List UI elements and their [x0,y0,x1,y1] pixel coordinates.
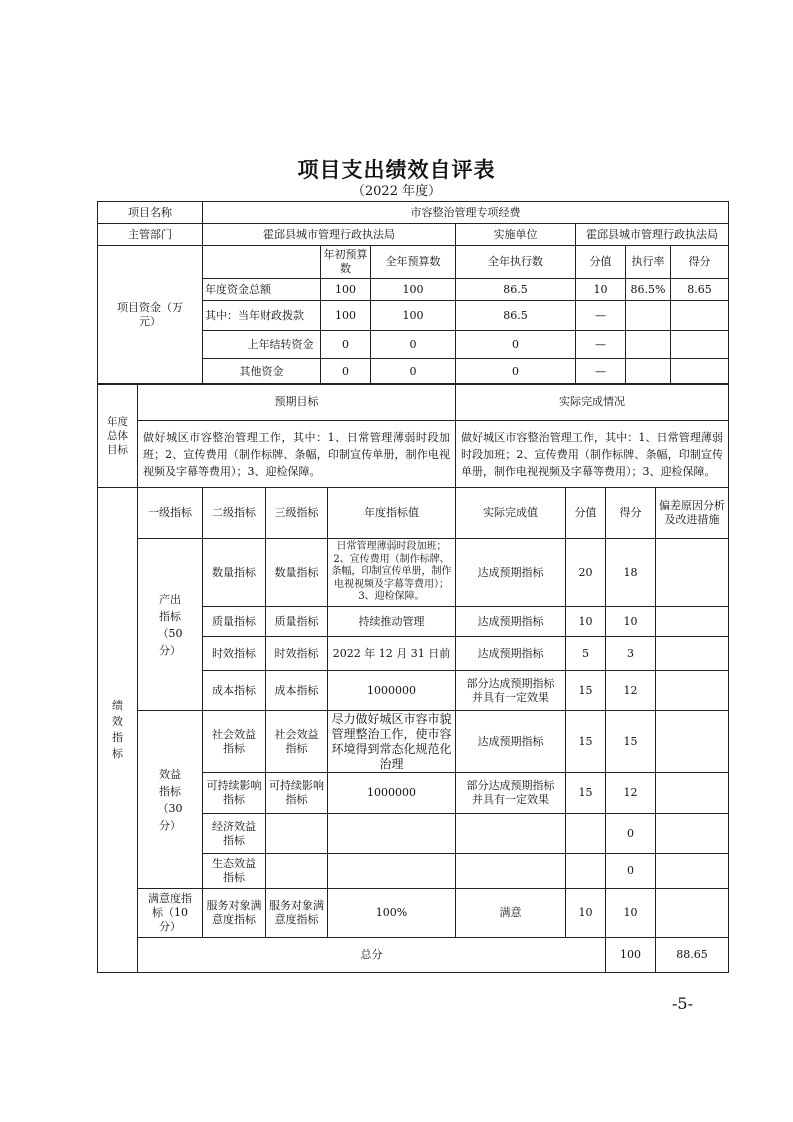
cell: 可持续影响指标 [266,773,328,814]
funds-row-name: 其中：当年财政拨款 [203,301,321,331]
perf-header: 实际完成值 [456,488,566,539]
cell: 15 [566,773,606,814]
total-score: 88.65 [656,938,729,973]
cell: 86.5 [456,279,576,301]
goals-table [97,383,729,488]
cell: 5 [566,637,606,671]
cell [626,301,671,331]
cell: 可持续影响指标 [203,773,266,814]
cell [456,814,566,854]
cell: 10 [566,607,606,637]
perf-header: 得分 [606,488,656,539]
cell: 86.5% [626,279,671,301]
perf-header: 偏差原因分析及改进措施 [656,488,729,539]
cell: 社会效益指标 [266,711,328,773]
cell: 10 [576,279,626,301]
cell: 0 [456,331,576,359]
perf-header: 一级指标 [138,488,203,539]
group-satisfaction: 满意度指标（10分） [138,889,203,938]
total-label: 总分 [138,938,606,973]
cell [671,331,729,359]
cell: 0 [321,359,371,385]
cell [266,854,328,889]
cell: 1000000 [328,773,456,814]
cell: 服务对象满意度指标 [266,889,328,938]
total-row [98,938,729,973]
perf-header: 二级指标 [203,488,266,539]
funds-row-name: 年度资金总额 [203,279,321,301]
group-output: 产出指标（50分） [138,539,203,711]
group-benefit: 效益指标（30分） [138,711,203,889]
cell [671,301,729,331]
cell: 达成预期指标 [456,607,566,637]
cell: 0 [456,359,576,385]
cell: 部分达成预期指标并具有一定效果 [456,671,566,711]
cell: 数量指标 [203,539,266,607]
cell: 15 [566,671,606,711]
cell [626,331,671,359]
perf-header: 三级指标 [266,488,328,539]
performance-table [97,487,729,973]
cell: 1000000 [328,671,456,711]
funds-header: 年初预算数 [321,246,371,279]
cell: 15 [606,711,656,773]
project-name-value: 市容整治管理专项经费 [203,202,729,224]
funds-label: 项目资金（万元） [98,246,203,385]
cell: 尽力做好城区市容市貌管理整治工作，使市容环境得到常态化规范化治理 [328,711,456,773]
cell [456,854,566,889]
cell: 社会效益指标 [203,711,266,773]
cell [566,854,606,889]
cell: 10 [606,607,656,637]
cell: 10 [606,889,656,938]
funds-header: 分值 [576,246,626,279]
funds-header: 全年执行数 [456,246,576,279]
cell: 达成预期指标 [456,711,566,773]
cell: 成本指标 [266,671,328,711]
performance-label: 绩效指标 [98,488,138,973]
cell: 86.5 [456,301,576,331]
page-number: -5- [672,994,693,1013]
cell: 数量指标 [266,539,328,607]
funds-header: 得分 [671,246,729,279]
expected-goal: 做好城区市容整治管理工作，其中：1、日常管理薄弱时段加班；2、宣传费用（制作标牌、条幅，印制宣传单册，制作电视视频及字幕等费用）；3、迎检保障。 [138,421,456,488]
cell: 100 [371,301,456,331]
cell: 时效指标 [203,637,266,671]
expected-header: 预期目标 [138,384,456,421]
unit-value: 霍邱县城市管理行政执法局 [576,224,729,246]
perf-row [98,539,729,607]
cell: 12 [606,773,656,814]
cell: 0 [321,331,371,359]
cell: 100 [321,279,371,301]
cell [328,814,456,854]
cell: 持续推动管理 [328,607,456,637]
goals-label: 年度总体目标 [98,384,138,488]
funds-table [97,201,729,385]
cell: 满意 [456,889,566,938]
cell: 生态效益指标 [203,854,266,889]
cell [328,854,456,889]
cell: 8.65 [671,279,729,301]
dept-value: 霍邱县城市管理行政执法局 [203,224,456,246]
perf-header: 分值 [566,488,606,539]
perf-row [98,889,729,938]
cell [671,359,729,385]
page-title: 项目支出绩效自评表 [297,158,496,182]
cell: 0 [371,331,456,359]
cell: 质量指标 [266,607,328,637]
dept-label: 主管部门 [98,224,203,246]
cell: 时效指标 [266,637,328,671]
cell: 日常管理薄弱时段加班；2、宣传费用（制作标牌、条幅，印制宣传单册，制作电视视频及字幕等费用）；3、迎检保障。 [328,539,456,607]
cell: 2022 年 12 月 31 日前 [328,637,456,671]
cell: 质量指标 [203,607,266,637]
funds-row-name: 上年结转资金 [203,331,321,359]
cell: 经济效益指标 [203,814,266,854]
cell: 15 [566,711,606,773]
funds-header: 执行率 [626,246,671,279]
cell: 20 [566,539,606,607]
actual-header: 实际完成情况 [456,384,729,421]
cell: 服务对象满意度指标 [203,889,266,938]
actual-goal: 做好城区市容整治管理工作，其中：1、日常管理薄弱时段加班；2、宣传费用（制作标牌、条幅，印制宣传单册，制作电视视频及字幕等费用）；3、迎检保障。 [456,421,729,488]
cell: 达成预期指标 [456,637,566,671]
cell: 10 [566,889,606,938]
cell: 0 [606,814,656,854]
unit-label: 实施单位 [456,224,576,246]
total-weight: 100 [606,938,656,973]
cell: 100 [321,301,371,331]
funds-header: 全年预算数 [371,246,456,279]
cell: 部分达成预期指标并具有一定效果 [456,773,566,814]
cell: 3 [606,637,656,671]
cell: 100 [371,279,456,301]
perf-header: 年度指标值 [328,488,456,539]
cell [266,814,328,854]
cell [566,814,606,854]
cell: 达成预期指标 [456,539,566,607]
cell: 100% [328,889,456,938]
cell: — [576,301,626,331]
funds-row-name: 其他资金 [203,359,321,385]
cell: 成本指标 [203,671,266,711]
perf-row [98,711,729,773]
cell: 0 [606,854,656,889]
cell: 0 [371,359,456,385]
project-name-label: 项目名称 [98,202,203,224]
cell: — [576,359,626,385]
cell: 18 [606,539,656,607]
cell: 12 [606,671,656,711]
page-subtitle: （2022 年度） [351,184,442,199]
cell: — [576,331,626,359]
cell [626,359,671,385]
